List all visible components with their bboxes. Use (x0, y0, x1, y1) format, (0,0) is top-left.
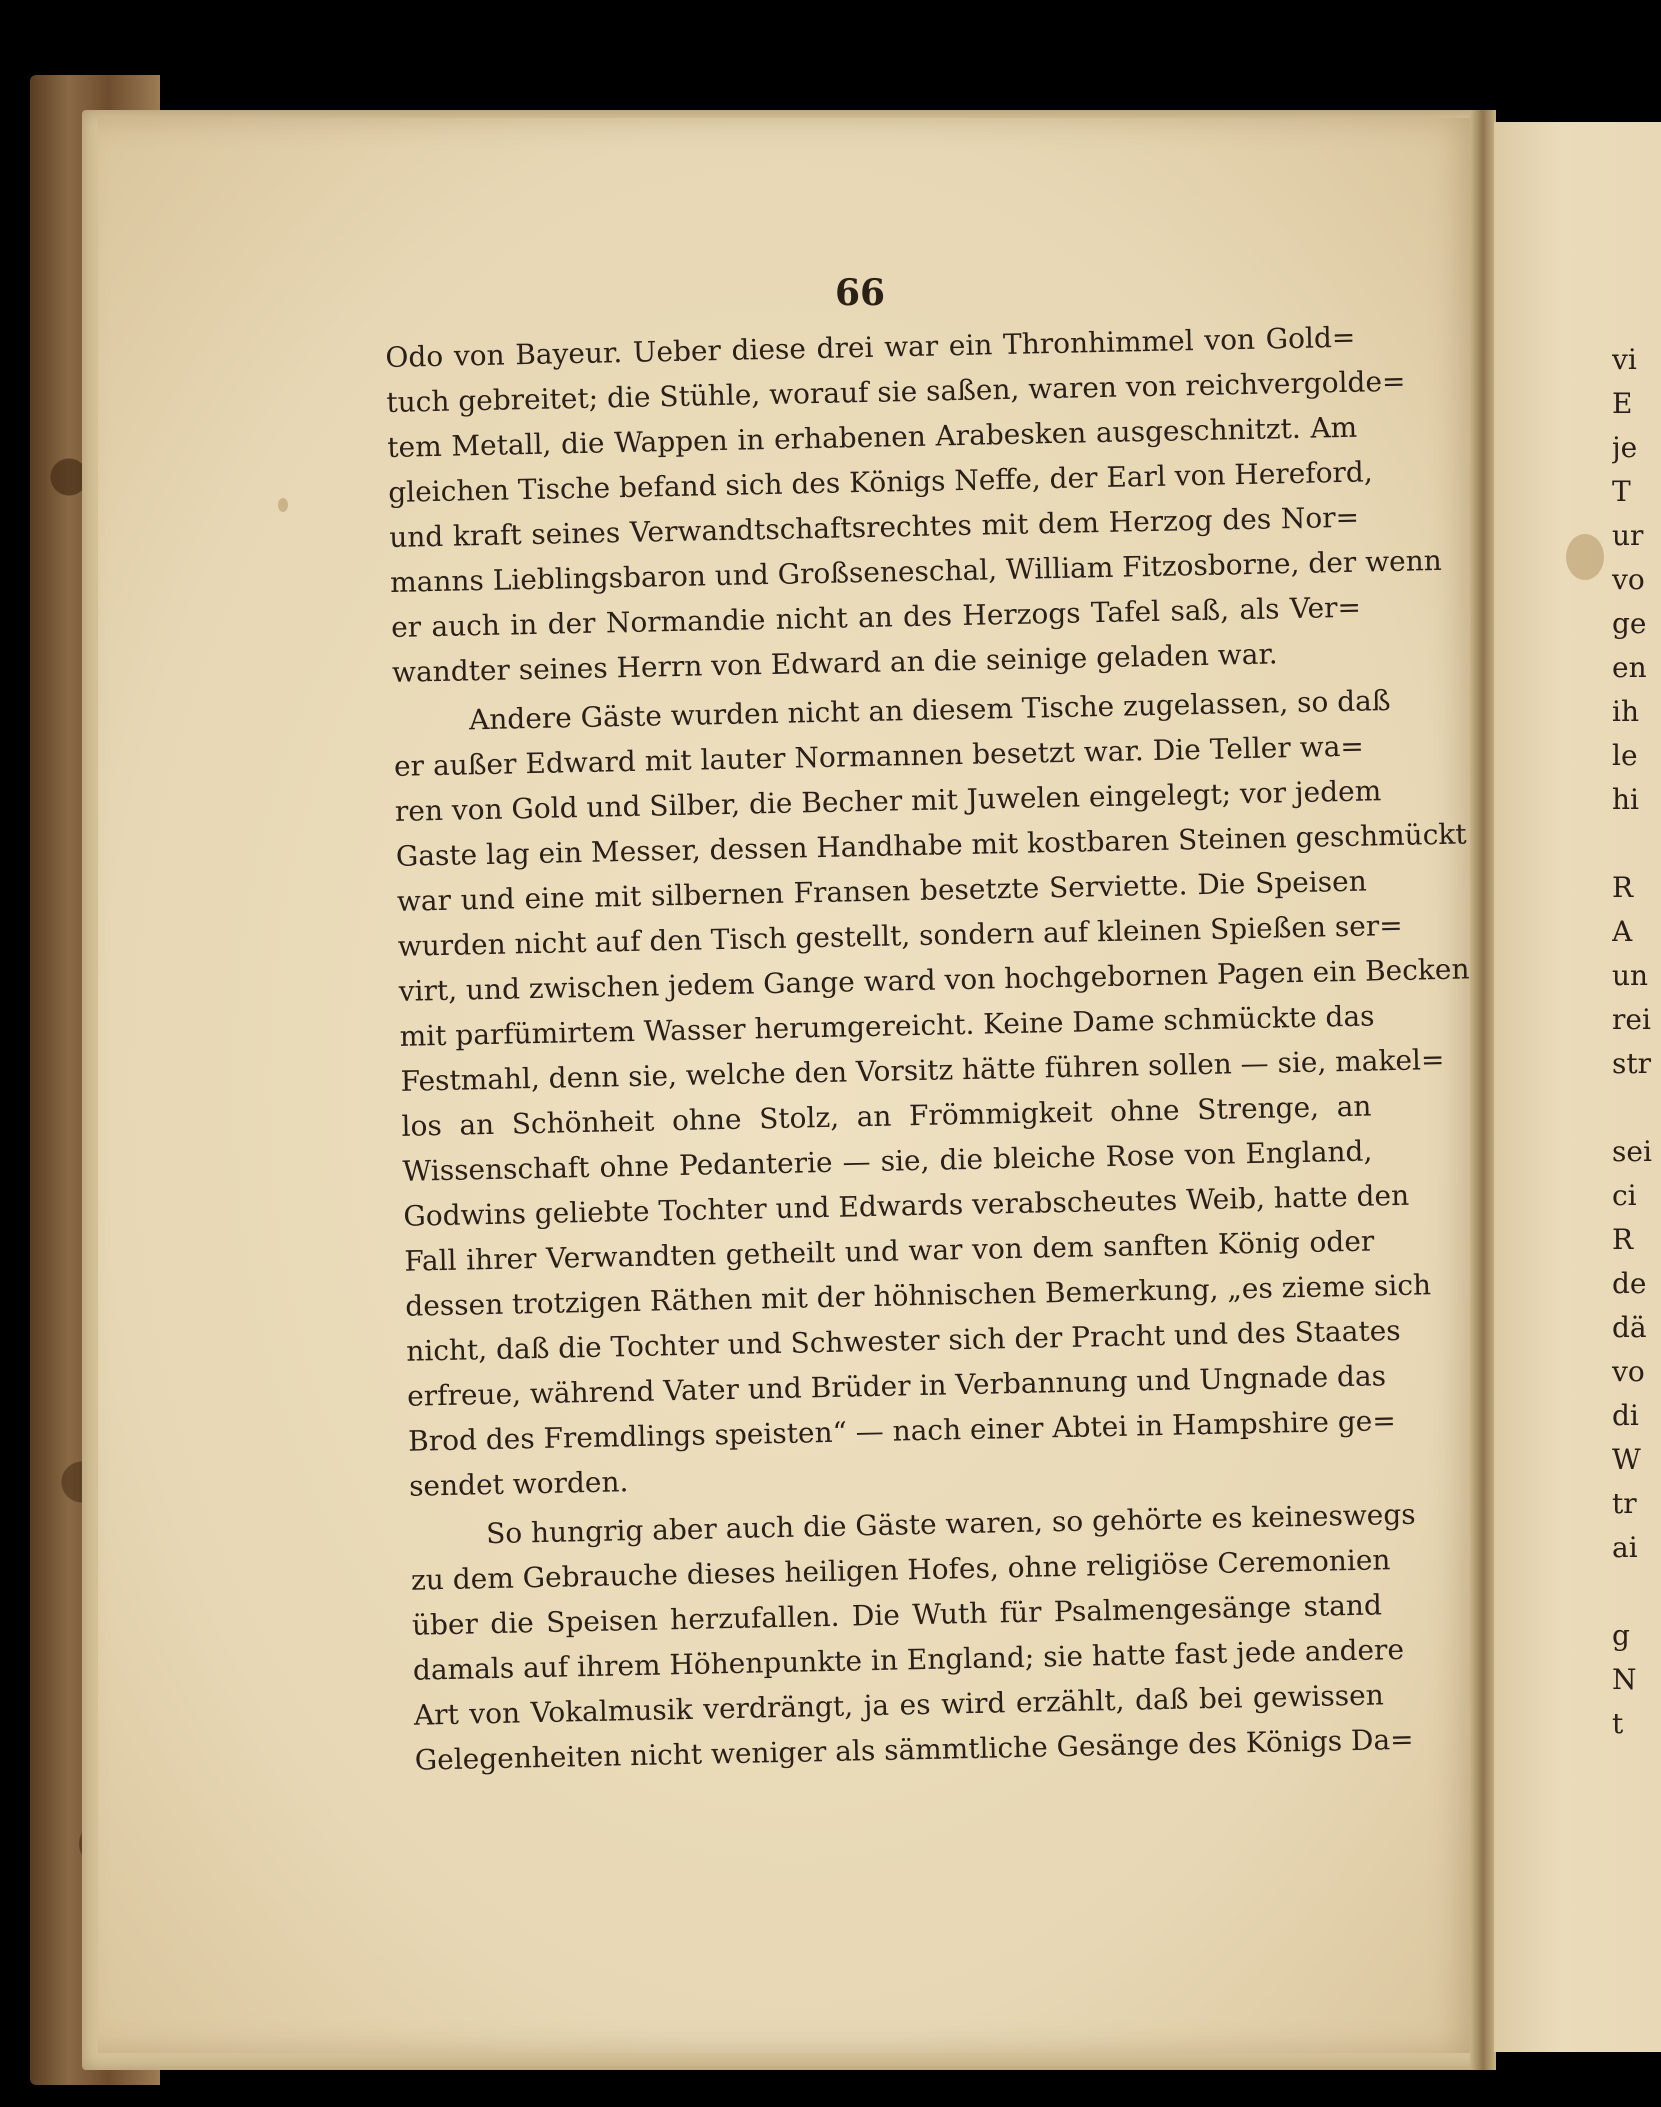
facing-page-fragment: ge (1612, 607, 1647, 640)
facing-page-fragment: E (1612, 387, 1633, 420)
facing-page-fragment: N (1612, 1663, 1637, 1696)
facing-page-text (1612, 338, 1661, 1746)
facing-page-fragment: ci (1612, 1179, 1637, 1212)
text-line: Art von Vokalmusik verdrängt, ja es wird erzählt, daß bei gewissen (413, 1678, 1385, 1732)
text-line: wurden nicht auf den Tisch gestellt, sondern auf kleinen Spießen ser= (397, 908, 1403, 963)
facing-page-fragment: A (1612, 915, 1633, 948)
text-line: ren von Gold und Silber, die Becher mit Juwelen eingelegt; vor jedem (394, 774, 1382, 828)
text-line: gleichen Tische befand sich des Königs Neffe, der Earl von Hereford, (387, 455, 1374, 509)
text-line: dessen trotzigen Räthen mit der höhnischen Bemerkung, „es zieme sich (405, 1268, 1432, 1323)
facing-page-fragment: R (1612, 1223, 1634, 1256)
facing-page-fragment: le (1612, 739, 1638, 772)
facing-page-fragment (1612, 1086, 1661, 1130)
text-line: erfreue, während Vater und Brüder in Verbannung und Ungnade das (406, 1359, 1387, 1413)
text-line: nicht, daß die Tochter und Schwester sich der Pracht und des Staates (405, 1313, 1401, 1368)
facing-page-fragment (1612, 822, 1661, 866)
text-line: Godwins geliebte Tochter und Edwards verabscheutes Weib, hatte den (403, 1178, 1410, 1233)
text-line: über die Speisen herzufallen. Die Wuth für Psalmengesänge stand (411, 1588, 1383, 1642)
text-line: war und eine mit silbernen Fransen besetzte Serviette. Die Speisen (396, 864, 1367, 918)
book-gutter (1470, 110, 1496, 2070)
facing-page-fragment: sei (1612, 1135, 1652, 1168)
facing-page-fragment: str (1612, 1047, 1652, 1080)
text-line: Odo von Bayeur. Ueber diese drei war ein Thronhimmel von Gold= (385, 320, 1356, 374)
facing-page-fragment: ur (1612, 519, 1644, 552)
text-line: los an Schönheit ohne Stolz, an Frömmigkeit ohne Strenge, an (401, 1089, 1372, 1143)
facing-page-fragment: T (1612, 475, 1631, 508)
text-line: er auch in der Normandie nicht an des Herzogs Tafel saß, als Ver= (390, 590, 1362, 644)
facing-page-fragment: ai (1612, 1531, 1638, 1564)
facing-page-fragment: un (1612, 959, 1649, 992)
text-line: Brod des Fremdlings speisten“ — nach einer Abtei in Hampshire ge= (407, 1404, 1397, 1458)
text-line: zu dem Gebrauche dieses heiligen Hofes, ohne religiöse Ceremonien (410, 1543, 1391, 1597)
text-line: tem Metall, die Wappen in erhabenen Arabesken ausgeschnitzt. Am (387, 410, 1358, 464)
text-line: er außer Edward mit lauter Normannen besetzt war. Die Teller wa= (393, 729, 1365, 783)
text-line: Festmahl, denn sie, welche den Vorsitz hätte führen sollen — sie, makel= (400, 1042, 1445, 1098)
facing-page-fragment: tr (1612, 1487, 1637, 1520)
facing-page-fragment: ih (1612, 695, 1639, 728)
text-line: virt, und zwischen jedem Gange ward von hochgebornen Pagen ein Becken (398, 952, 1470, 1008)
facing-page-fragment (1612, 1570, 1661, 1614)
text-line: und kraft seines Verwandtschaftsrechtes mit dem Herzog des Nor= (388, 500, 1360, 554)
page-number: 66 (834, 272, 886, 314)
facing-page-fragment: rei (1612, 1003, 1651, 1036)
facing-page-fragment: W (1612, 1443, 1641, 1476)
facing-page-fragment: hi (1612, 783, 1639, 816)
page-text (385, 315, 1470, 1783)
facing-page-fragment: t (1612, 1707, 1624, 1740)
text-line: Fall ihrer Verwandten getheilt und war von dem sanften König oder (404, 1224, 1375, 1278)
text-line: damals auf ihrem Höhenpunkte in England; sie hatte fast jede andere (412, 1632, 1405, 1687)
facing-page-fragment: je (1612, 431, 1638, 464)
text-line: So hungrig aber auch die Gäste waren, so gehörte es keineswegs (485, 1497, 1416, 1551)
text-line: wandter seines Herrn von Edward an die seinige geladen war. (391, 637, 1278, 689)
text-line: tuch gebreitet; die Stühle, worauf sie saßen, waren von reichvergolde= (386, 364, 1406, 419)
facing-page-fragment: de (1612, 1267, 1647, 1300)
foxing-spot (278, 498, 288, 512)
facing-page-fragment: R (1612, 871, 1634, 904)
facing-page-fragment: g (1612, 1619, 1630, 1652)
text-line: manns Lieblingsbaron und Großseneschal, William Fitzosborne, der wenn (389, 543, 1443, 599)
text-line: Gaste lag ein Messer, dessen Handhabe mit kostbaren Steinen geschmückt (395, 817, 1467, 873)
text-line: Andere Gäste wurden nicht an diesem Tische zugelassen, so daß (468, 684, 1391, 737)
text-line: Wissenschaft ohne Pedanterie — sie, die bleiche Rose von England, (402, 1134, 1373, 1188)
facing-page-fragment: vi (1612, 343, 1637, 376)
facing-page-fragment: vo (1612, 1355, 1645, 1388)
facing-page-fragment: dä (1612, 1311, 1647, 1344)
text-line: Gelegenheiten nicht weniger als sämmtliche Gesänge des Königs Da= (414, 1722, 1414, 1777)
text-line: mit parfümirtem Wasser herumgereicht. Keine Dame schmückte das (399, 999, 1375, 1053)
facing-page-fragment: di (1612, 1399, 1639, 1432)
text-line: sendet worden. (408, 1465, 629, 1503)
facing-page-fragment: vo (1612, 563, 1645, 596)
foxing-spot (1566, 534, 1604, 580)
facing-page-fragment: en (1612, 651, 1647, 684)
